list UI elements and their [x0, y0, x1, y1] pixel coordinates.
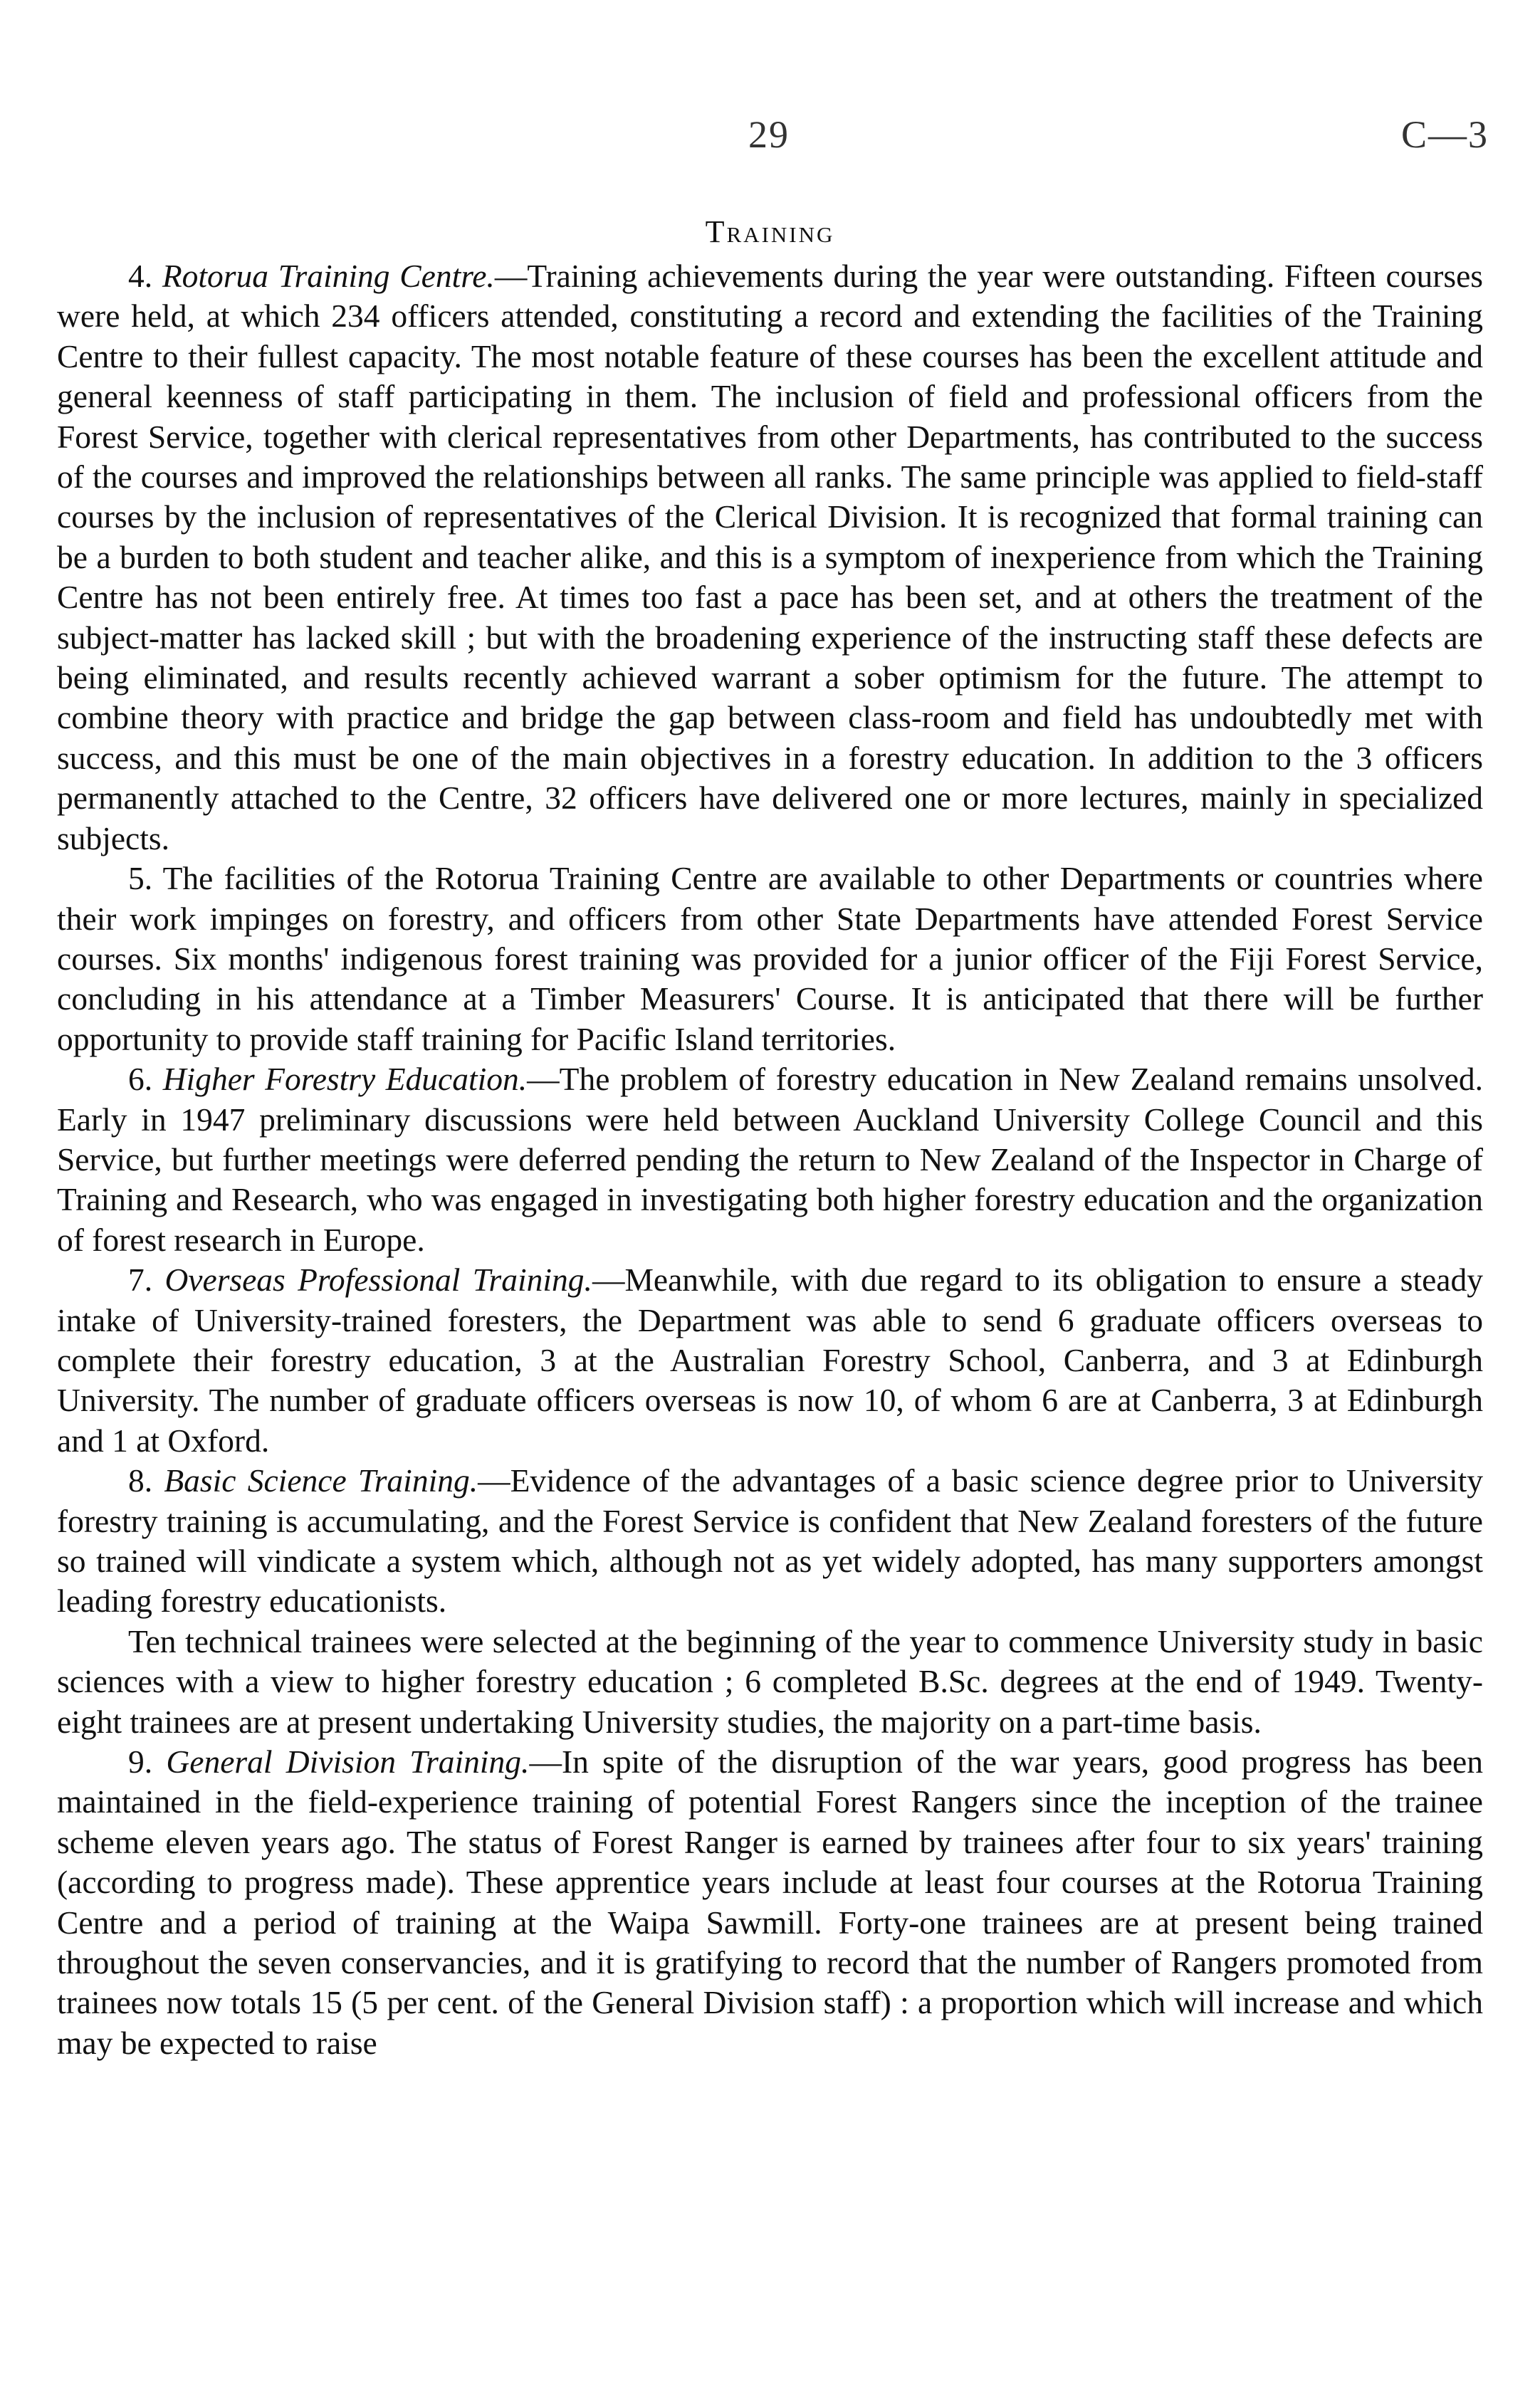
page-number: 29 — [748, 113, 790, 156]
paragraph-number: 8. — [128, 1462, 153, 1499]
paragraph-body: —Meanwhile, with due regard to its obligation to ensure a steady intake of University-trained foresters, the Department was able to send 6 graduate officers overseas to complete their forestry education, 3 at the Australian Forestry School, Canberra, and 3 at Edinburgh University. The number of graduate officers overseas is now 10, of whom 6 are at Canberra, 3 at Edinburgh and 1 at Oxford. — [57, 1262, 1483, 1459]
paragraph-6 — [57, 1059, 1483, 1260]
paragraph-body: —In spite of the disruption of the war years, good progress has been maintained in the field-experience training of potential Forest Rangers since the inception of the trainee scheme eleven years ago. The status of Forest Ranger is earned by trainees after four to six years' training (according to progress made). These apprentice years include at least four courses at the Rotorua Training Centre and a period of training at the Waipa Sawmill. Forty-one trainees are at present being trained throughout the seven conservancies, and it is gratifying to record that the number of Rangers promoted from trainees now totals 15 (5 per cent. of the General Division staff) : a proportion which will increase and which may be expected to raise — [57, 1743, 1483, 2061]
paragraph-title: Higher Forestry Education. — [162, 1061, 528, 1098]
paragraph-body: Ten technical trainees were selected at the beginning of the year to commence University study in basic sciences with a view to higher forestry education ; 6 completed B.Sc. degrees at the end of 1949. Twenty-eight trainees are at present undertaking University studies, the majority on a part-time basis. — [57, 1622, 1483, 1740]
paragraph-8 — [57, 1461, 1483, 1622]
paragraph-number: 5. — [128, 860, 153, 897]
paragraph-title: Rotorua Training Centre. — [162, 258, 495, 294]
paragraph-5 — [57, 859, 1483, 1059]
paragraph-number: 9. — [128, 1743, 153, 1780]
body-text — [57, 256, 1483, 2063]
paragraph-title: Overseas Professional Training. — [164, 1262, 592, 1299]
paragraph-body: —Training achievements during the year were outstanding. Fifteen courses were held, at which 234 officers attended, constituting a record and extending the facilities of the Training Centre to their fullest capacity. The most notable feature of these courses has been the excellent attitude and general keenness of staff participating in them. The inclusion of field and professional officers from the Forest Service, together with clerical representatives from other Departments, has contributed to the success of the courses and improved the relationships between all ranks. The same principle was applied to field-staff courses by the inclusion of representatives of the Clerical Division. It is recognized that formal training can be a burden to both student and teacher alike, and this is a symptom of inexperience from which the Training Centre has not been entirely free. At times too fast a pace has been set, and at others the treatment of the subject-matter has lacked skill ; but with the broadening experience of the instructing staff these defects are being eliminated, and results recently achieved warrant a sober optimism for the future. The attempt to combine theory with practice and bridge the gap between class-room and field has undoubtedly met with success, and this must be one of the main objectives in a forestry education. In addition to the 3 officers permanently attached to the Centre, 32 officers have delivered one or more lectures, mainly in specialized subjects. — [57, 258, 1484, 856]
paragraph-title: Basic Science Training. — [164, 1462, 478, 1499]
paragraph-number: 7. — [128, 1262, 153, 1299]
paragraph-8-continued — [57, 1622, 1483, 1742]
paragraph-9 — [57, 1742, 1483, 2063]
paragraph-body: The facilities of the Rotorua Training Centre are available to other Departments or countries where their work impinges on forestry, and officers from other State Departments have attended Forest Service courses. Six months' indigenous forest training was provided for a junior officer of the Fiji Forest Service, concluding in his attendance at a Timber Measurers' Course. It is anticipated that there will be further opportunity to provide staff training for Pacific Island territories. — [57, 860, 1483, 1057]
document-reference: C—3 — [1400, 113, 1489, 156]
paragraph-number: 6. — [128, 1061, 153, 1098]
paragraph-body: —Evidence of the advantages of a basic science degree prior to University forestry training is accumulating, and the Forest Service is confident that New Zealand foresters of the future so trained will vindicate a system which, although not as yet widely adopted, has many supporters amongst leading forestry educationists. — [57, 1462, 1484, 1620]
section-heading: Training — [705, 214, 835, 249]
paragraph-body: —The problem of forestry education in New Zealand remains unsolved. Early in 1947 preliminary discussions were held between Auckland University College Council and this Service, but further meetings were deferred pending the return to New Zealand of the Inspector in Charge of Training and Research, who was engaged in investigating both higher forestry education and the organization of forest research in Europe. — [57, 1061, 1483, 1258]
paragraph-7 — [57, 1260, 1483, 1461]
paragraph-title: General Division Training. — [166, 1743, 530, 1780]
paragraph-4 — [57, 256, 1483, 859]
paragraph-number: 4. — [128, 258, 153, 294]
